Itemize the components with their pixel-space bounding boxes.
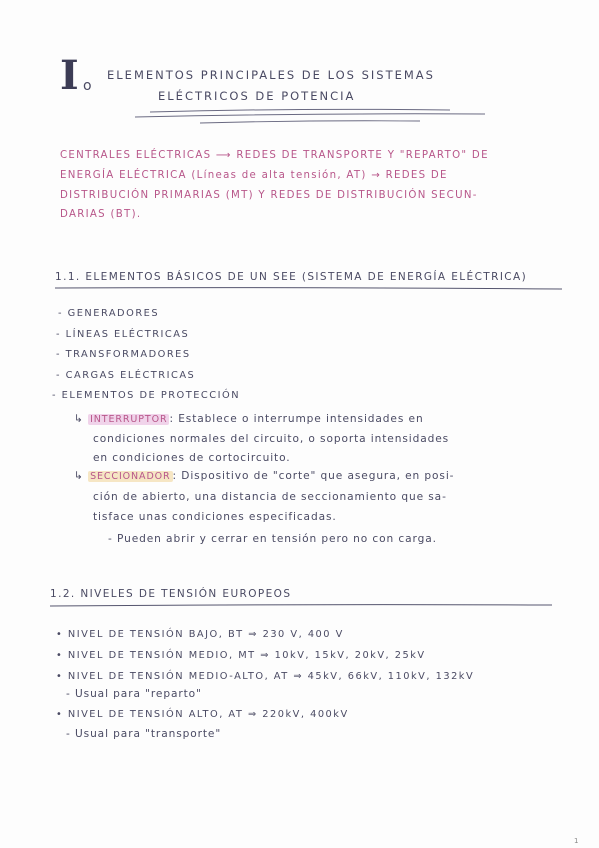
interruptor-definition-line-1 — [74, 413, 424, 425]
arrow-icon: ↳ — [74, 413, 84, 425]
seccionador-term: SECCIONADOR — [90, 471, 171, 482]
list-item-lineas: - LÍNEAS ELÉCTRICAS — [56, 329, 190, 340]
seccionador-definition-line-1 — [74, 470, 454, 482]
list-item-generadores: - GENERADORES — [58, 308, 160, 319]
list-item-proteccion: - ELEMENTOS DE PROTECCIÓN — [52, 390, 241, 401]
voltage-note-transporte: - Usual para "transporte" — [66, 728, 222, 740]
chapter-dot: o — [83, 78, 93, 94]
section-heading-1-2: 1.2. NIVELES DE TENSIÓN EUROPEOS — [50, 588, 292, 600]
intro-line-2: ENERGÍA ELÉCTRICA (Líneas de alta tensión, AT) → REDES DE — [60, 170, 448, 181]
seccionador-definition-line-3: tisface unas condiciones especificadas. — [93, 511, 337, 523]
section-heading-1-1: 1.1. ELEMENTOS BÁSICOS DE UN SEE (SISTEMA DE ENERGÍA ELÉCTRICA) — [55, 271, 528, 283]
interruptor-definition-line-2: condiciones normales del circuito, o soporta intensidades — [93, 433, 450, 445]
interruptor-definition-line-3: en condiciones de cortocircuito. — [93, 452, 291, 464]
seccionador-definition-line-2: ción de abierto, una distancia de seccionamiento que sa- — [93, 491, 447, 503]
voltage-level-medio-alto: • NIVEL DE TENSIÓN MEDIO-ALTO, AT ⇒ 45kV, 66kV, 110kV, 132kV — [56, 671, 475, 682]
intro-line-3: DISTRIBUCIÓN PRIMARIAS (MT) Y REDES DE DISTRIBUCIÓN SECUN- — [60, 190, 478, 201]
voltage-level-alto: • NIVEL DE TENSIÓN ALTO, AT ⇒ 220kV, 400kV — [56, 709, 349, 720]
page-title-line-1: ELEMENTOS PRINCIPALES DE LOS SISTEMAS — [107, 68, 435, 82]
interruptor-text-1: : Establece o interrumpe intensidades en — [169, 413, 424, 425]
intro-line-4: DARIAS (BT). — [60, 209, 142, 220]
voltage-level-medio: • NIVEL DE TENSIÓN MEDIO, MT ⇒ 10kV, 15kV, 20kV, 25kV — [56, 650, 426, 661]
page-title-line-2: ELÉCTRICOS DE POTENCIA — [158, 89, 356, 103]
voltage-level-bajo: • NIVEL DE TENSIÓN BAJO, BT ⇒ 230 V, 400 V — [56, 629, 344, 640]
intro-line-1: CENTRALES ELÉCTRICAS ⟶ REDES DE TRANSPORTE Y "REPARTO" DE — [60, 150, 489, 161]
seccionador-note: - Pueden abrir y cerrar en tensión pero no con carga. — [108, 533, 437, 545]
seccionador-text-1: : Dispositivo de "corte" que asegura, en posi- — [172, 470, 455, 482]
interruptor-term: INTERRUPTOR — [90, 414, 168, 425]
chapter-number: I — [60, 52, 79, 99]
list-item-cargas: - CARGAS ELÉCTRICAS — [56, 370, 196, 381]
arrow-icon: ↳ — [74, 470, 84, 482]
page-number: 1 — [574, 837, 579, 845]
voltage-note-reparto: - Usual para "reparto" — [66, 688, 202, 700]
list-item-transformadores: - TRANSFORMADORES — [56, 349, 191, 360]
